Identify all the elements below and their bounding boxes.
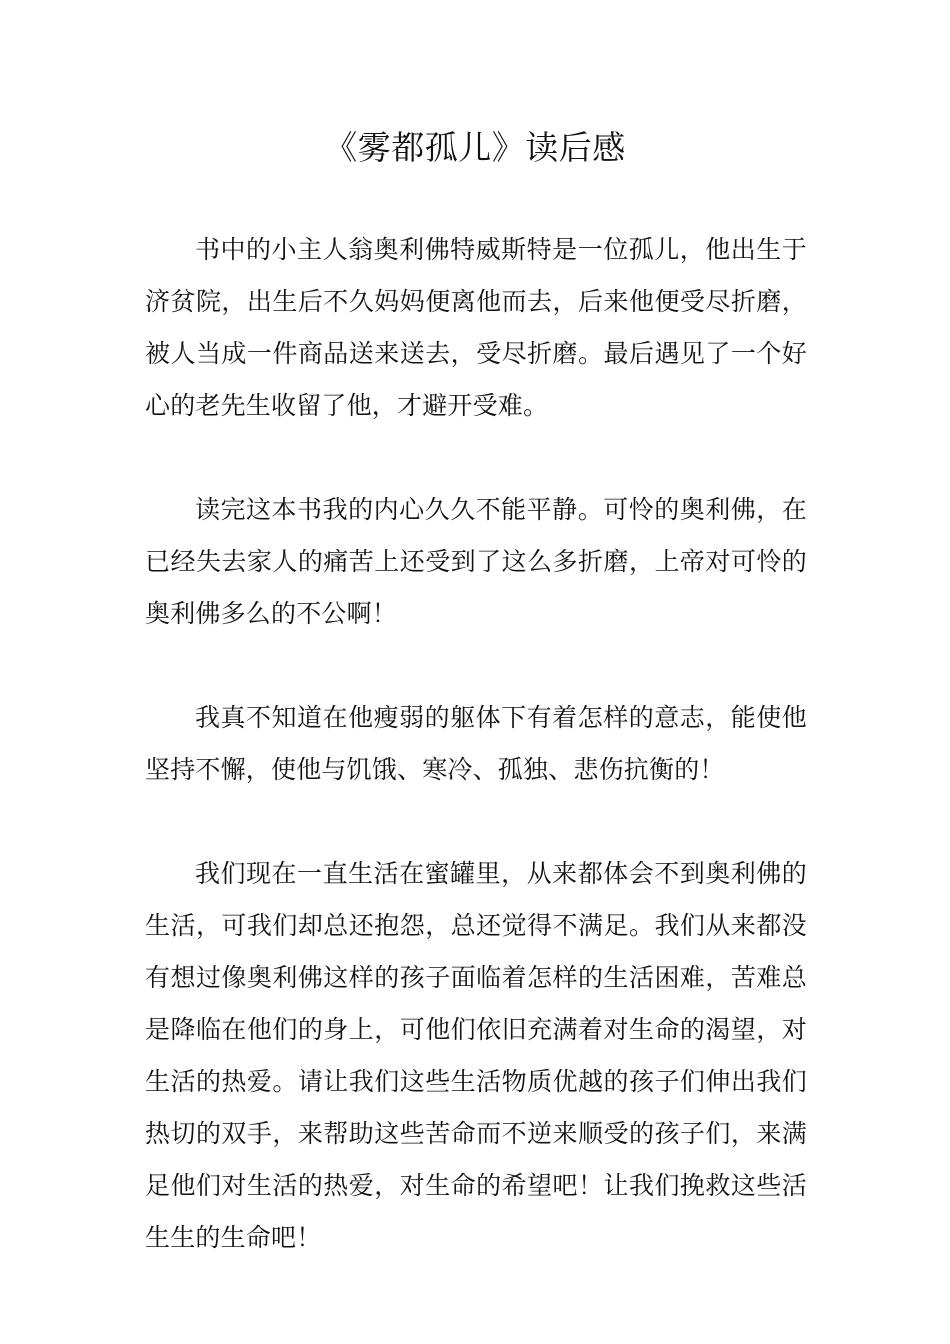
document-body (145, 224, 807, 1316)
paragraph-2: 读完这本书我的内心久久不能平静。可怜的奥利佛，在已经失去家人的痛苦上还受到了这么多折磨，上帝对可怜的奥利佛多么的不公啊！ (145, 495, 807, 628)
document-title: 《雾都孤儿》读后感 (324, 128, 626, 167)
paragraph-4: 我们现在一直生活在蜜罐里，从来都体会不到奥利佛的生活，可我们却总还抱怨，总还觉得不满足。我们从来都没有想过像奥利佛这样的孩子面临着怎样的生活困难，苦难总是降临在他们的身上，可他们依旧充满着对生命的渴望，对生活的热爱。请让我们这些生活物质优越的孩子们伸出我们热切的双手，来帮助这些苦命而不逆来顺受的孩子们，来满足他们对生活的热爱，对生命的希望吧！让我们挽救这些活生生的生命吧！ (145, 859, 807, 1252)
paragraph-1: 书中的小主人翁奥利佛特威斯特是一位孤儿，他出生于济贫院，出生后不久妈妈便离他而去，后来他便受尽折磨，被人当成一件商品送来送去，受尽折磨。最后遇见了一个好心的老先生收留了他，才避开受难。 (145, 235, 807, 420)
paragraph-3: 我真不知道在他瘦弱的躯体下有着怎样的意志，能使他坚持不懈，使他与饥饿、寒冷、孤独、悲伤抗衡的！ (145, 703, 807, 784)
